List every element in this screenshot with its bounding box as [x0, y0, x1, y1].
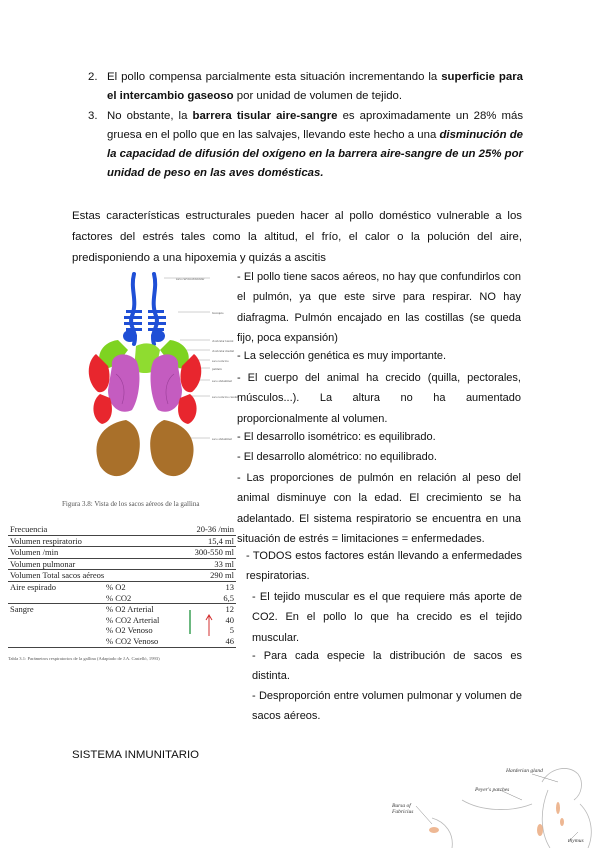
table-cell: Volumen Total sacos aéreos — [8, 570, 179, 582]
table-annotation-marks — [176, 608, 216, 638]
note: - El cuerpo del animal ha crecido (quilla, pectorales, músculos...). La altura no ha aumentado proporcionalmente al volumen. — [237, 372, 521, 425]
table-caption: Tabla 3.1: Parámetros respiratorios de la gallina (Adaptado de J.A. Castelló, 1993) — [8, 656, 160, 661]
note: - Las proporciones de pulmón en relación al peso del animal disminuye con la edad. El crecimiento se ha adelantado. El sistema respiratorio se encuentra en una situación de estrés = limitaciones = enfermedades. — [237, 472, 521, 545]
table-cell: % CO2 Arterial — [106, 614, 160, 625]
table-cell — [8, 615, 104, 626]
table-cell: 290 ml — [179, 570, 236, 582]
figure-caption: Figura 3.8: Vista de los sacos aéreos de la gallina — [62, 500, 200, 508]
table-cell: 5 — [229, 625, 234, 636]
note: - El tejido muscular es el que requiere más aporte de CO2. En el pollo lo que ha crecido es el tejido muscular. — [252, 591, 522, 644]
note: - El desarrollo alométrico: no equilibrado. — [237, 451, 437, 463]
svg-text:saco torácico caudal: saco torácico caudal — [212, 395, 238, 399]
table-cell: 33 ml — [179, 558, 236, 570]
table-cell: % CO2 — [104, 593, 179, 604]
svg-text:bronquio: bronquio — [212, 311, 224, 315]
svg-text:saco cervicoclavicular: saco cervicoclavicular — [176, 277, 205, 281]
intro-paragraph: Estas características estructurales pueden hacer al pollo doméstico vulnerable a los factores del estrés tales como la altitud, el frío, el calor o la polución del aire, predisponiendo a una hipoxemia y quizás a ascitis — [72, 210, 522, 264]
table-cell — [8, 625, 104, 636]
peyers-patches-label: Peyer's patches — [475, 787, 510, 793]
svg-text:clavicular medial: clavicular medial — [212, 349, 235, 353]
svg-text:clavicular lateral: clavicular lateral — [212, 339, 234, 343]
list-bold: barrera tisular aire-sangre — [192, 110, 338, 122]
table-cell: % CO2 Venoso — [104, 636, 179, 647]
list-item — [107, 68, 523, 106]
svg-text:saco torácico: saco torácico — [212, 359, 229, 363]
table-cell: Aire espirado — [10, 581, 57, 592]
table-cell: Frecuencia — [8, 524, 179, 535]
harderian-gland-label: Harderian gland — [506, 768, 543, 774]
note: - El pollo tiene sacos aéreos, no hay que confundirlos con el pulmón, ya que este sirve para respirar. NO hay diafragma. Pulmón encajado en las costillas (se queda fijo, poca expansión) — [237, 271, 521, 344]
list-text: es aproximadamente un 28% más gruesa en el pollo que en las salvajes, llevando este hecho a una — [107, 110, 524, 141]
table-cell: 300-550 ml — [179, 547, 236, 559]
table-cell: 12 — [225, 604, 234, 615]
table-cell — [8, 636, 104, 647]
list-text: por unidad de volumen de tejido. — [233, 90, 403, 102]
list-bold-italic: disminución de la capacidad de difusión del oxígeno en la barrera aire-sangre de un 25% por unidad de peso en las aves domésticas. — [107, 129, 524, 179]
table-cell: 40 — [225, 614, 234, 625]
table-cell: % O2 Venoso — [106, 625, 153, 636]
list-text: No obstante, la — [107, 110, 193, 122]
list-item — [107, 107, 523, 183]
svg-text:saco abdominal: saco abdominal — [212, 437, 232, 441]
table-cell: Volumen /min — [8, 547, 179, 559]
table-cell: 6,5 — [179, 593, 236, 604]
table-cell — [8, 593, 104, 604]
thymus-label: thymus — [568, 838, 584, 844]
note: - Desproporción entre volumen pulmonar y volumen de sacos aéreos. — [252, 690, 522, 723]
table-cell: % O2 Arterial — [106, 604, 154, 615]
list-text: El pollo compensa parcialmente esta situación incrementando la — [107, 71, 442, 83]
list-bold: superficie para el intercambio gaseoso — [107, 71, 523, 102]
table-cell: 20-36 /min — [179, 524, 236, 535]
table-cell: Volumen pulmonar — [8, 558, 179, 570]
svg-text:saco abdominal: saco abdominal — [212, 379, 232, 383]
note: - El desarrollo isométrico: es equilibrado. — [237, 431, 436, 443]
table-cell: 46 — [179, 636, 236, 647]
table-cell: 13 — [225, 581, 234, 592]
table-cell: Volumen respiratorio — [8, 535, 179, 547]
note: - TODOS estos factores están llevando a enfermedades respiratorias. — [246, 550, 522, 583]
note: - La selección genética es muy importante. — [237, 350, 447, 362]
list-number: 3. — [88, 110, 98, 122]
air-sacs-figure — [60, 270, 240, 502]
section-heading: SISTEMA INMUNITARIO — [72, 749, 199, 761]
note: - Para cada especie la distribución de sacos es distinta. — [252, 650, 522, 683]
list-number: 2. — [88, 71, 98, 83]
table-cell: % O2 — [106, 581, 126, 592]
table-cell: Sangre — [10, 604, 34, 615]
svg-text:pulmón: pulmón — [212, 367, 222, 371]
bursa-label: Bursa of Fabricius — [392, 803, 414, 815]
table-cell: 15,4 ml — [179, 535, 236, 547]
